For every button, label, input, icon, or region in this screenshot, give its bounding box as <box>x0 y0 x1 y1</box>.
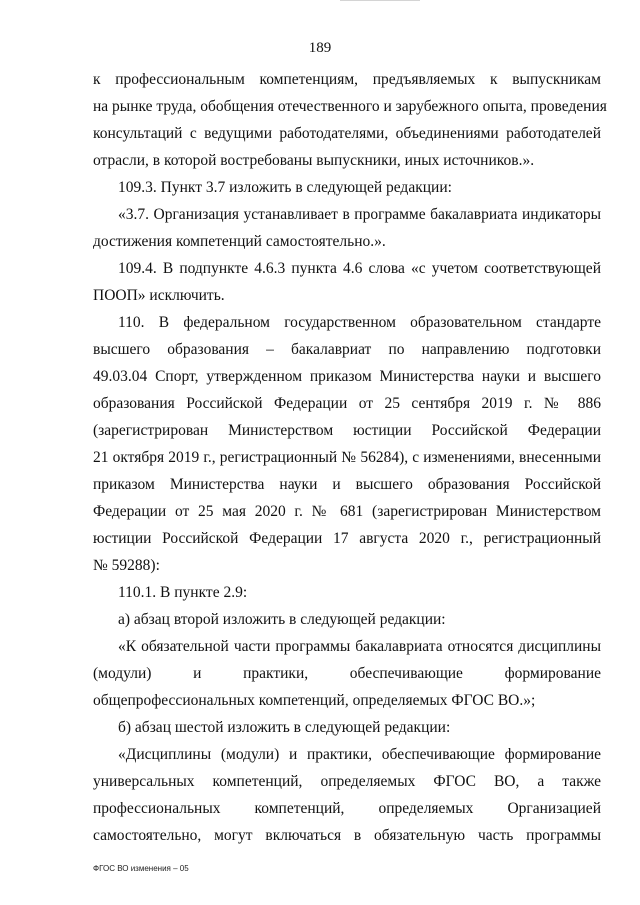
scan-artifact <box>340 0 420 4</box>
text-line: достижения компетенций самостоятельно.». <box>93 233 386 250</box>
text-line: «К обязательной части программы бакалавриата относятся дисциплины <box>118 638 601 655</box>
paragraph-109-3: 109.3. Пункт 3.7 изложить в следующей редакции: <box>118 179 452 196</box>
text-line: «Дисциплины (модули) и практики, обеспечивающие формирование <box>118 746 601 763</box>
page-footer: ФГОС ВО изменения – 05 <box>93 864 189 873</box>
text-line: консультаций с ведущими работодателями, объединениями работодателей <box>93 125 601 142</box>
text-line: общепрофессиональных компетенций, определяемых ФГОС ВО.»; <box>93 692 536 709</box>
text-line: № 59288): <box>93 557 160 574</box>
paragraph-110: 110. В федеральном государственном образовательном стандарте <box>118 314 601 331</box>
text-line: на рынке труда, обобщения отечественного и зарубежного опыта, проведения <box>93 98 607 115</box>
paragraph-b: б) абзац шестой изложить в следующей редакции: <box>118 719 451 736</box>
text-line: к профессиональным компетенциям, предъявляемых к выпускникам <box>93 71 601 88</box>
text-line: отрасли, в которой востребованы выпускники, иных источников.». <box>93 152 535 169</box>
paragraph-a: а) абзац второй изложить в следующей редакции: <box>118 611 446 628</box>
text-line: (зарегистрирован Министерством юстиции Российской Федерации <box>93 422 601 439</box>
text-line: ПООП» исключить. <box>93 287 225 304</box>
paragraph-109-4: 109.4. В подпункте 4.6.3 пункта 4.6 слова «с учетом соответствующей <box>118 260 601 277</box>
text-line: образования Российской Федерации от 25 сентября 2019 г. № 886 <box>93 395 601 412</box>
text-line: (модули) и практики, обеспечивающие формирование <box>93 665 601 682</box>
text-line: высшего образования – бакалавриат по направлению подготовки <box>93 341 601 358</box>
text-line: профессиональных компетенций, определяемых Организацией <box>93 800 601 817</box>
page-number: 189 <box>308 40 332 56</box>
paragraph-110-1: 110.1. В пункте 2.9: <box>118 584 248 601</box>
text-line: самостоятельно, могут включаться в обязательную часть программы <box>93 827 601 844</box>
text-line: Федерации от 25 мая 2020 г. № 681 (зарегистрирован Министерством <box>93 503 601 520</box>
text-line: 49.03.04 Спорт, утвержденном приказом Министерства науки и высшего <box>93 368 601 385</box>
text-line: приказом Министерства науки и высшего образования Российской <box>93 476 601 493</box>
text-line: универсальных компетенций, определяемых ФГОС ВО, а также <box>93 773 601 790</box>
text-line: 21 октября 2019 г., регистрационный № 56284), с изменениями, внесенными <box>93 449 601 466</box>
text-line: «3.7. Организация устанавливает в программе бакалавриата индикаторы <box>118 206 601 223</box>
text-line: юстиции Российской Федерации 17 августа 2020 г., регистрационный <box>93 530 601 547</box>
